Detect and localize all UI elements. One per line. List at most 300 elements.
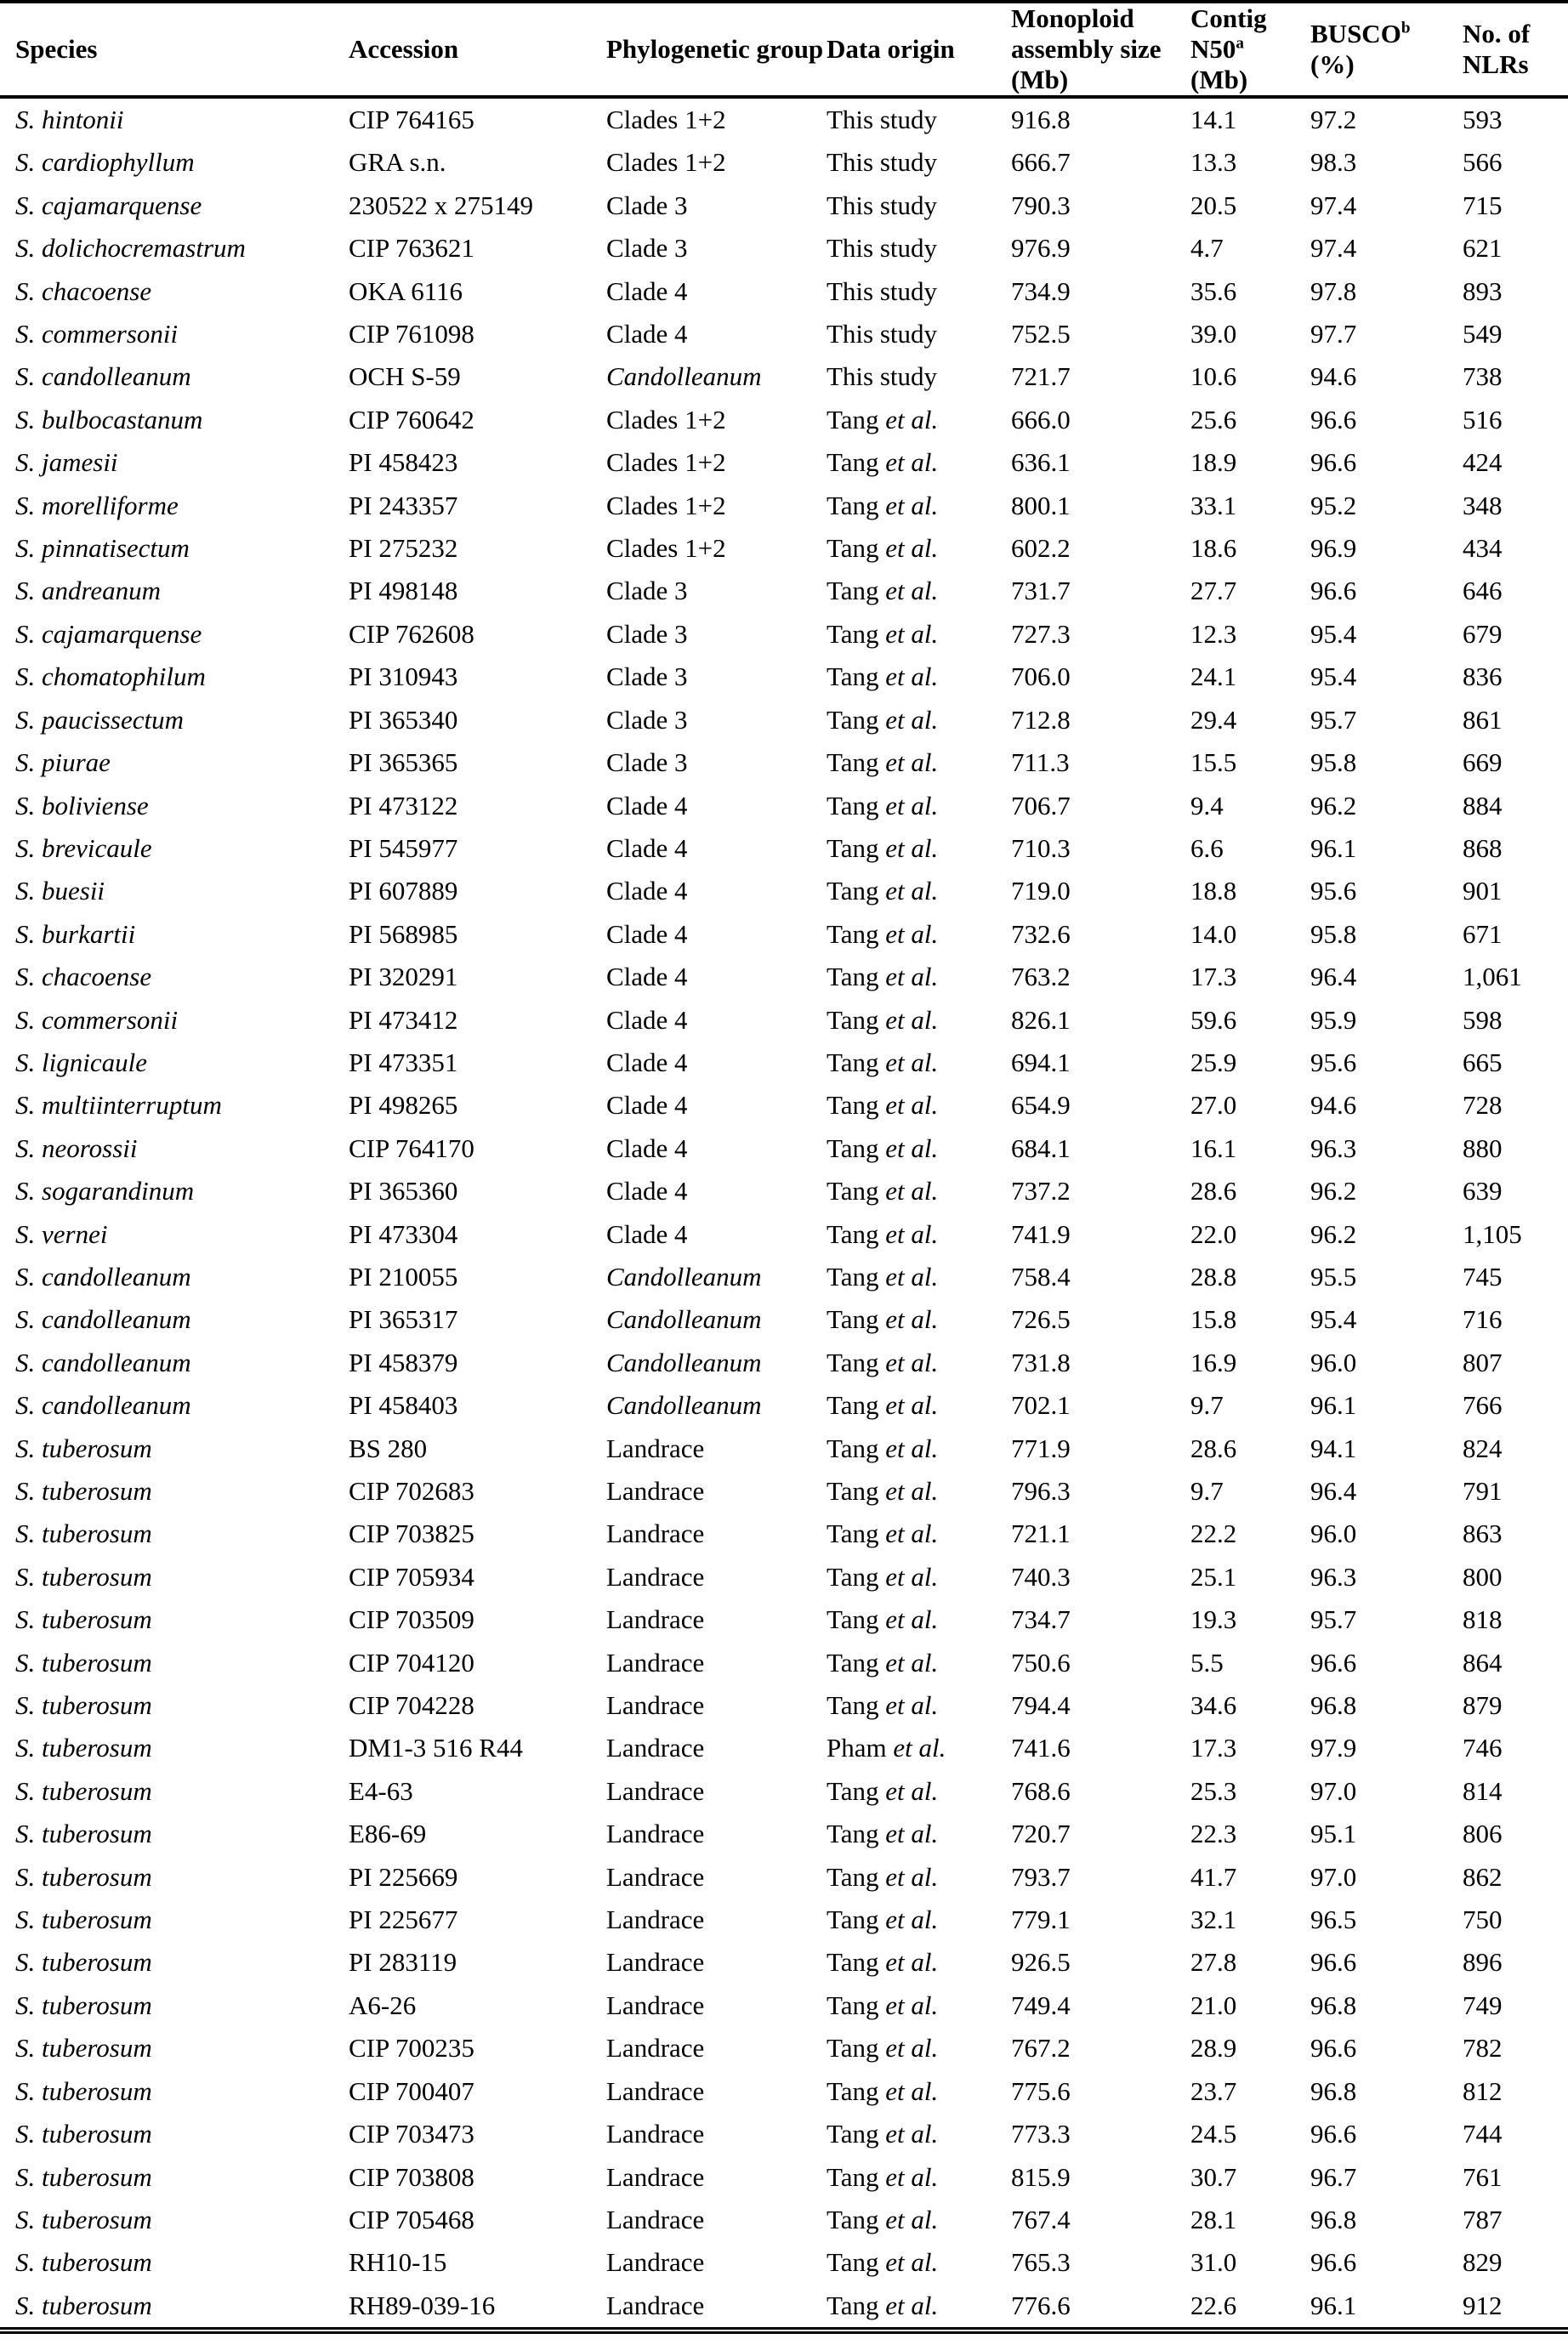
- origin-et-al: et al.: [885, 1947, 939, 1978]
- busco-cell: 96.6: [1310, 1647, 1357, 1678]
- origin-et-al: et al.: [885, 790, 939, 820]
- origin-text: Tang: [827, 1561, 886, 1592]
- table-row: [0, 999, 1568, 1042]
- species-cell: S. buesii: [15, 876, 105, 906]
- nlr-count-cell: 715: [1463, 190, 1503, 220]
- nlr-count-cell: 861: [1463, 704, 1503, 735]
- phylogenetic-group-cell: Clades 1+2: [606, 404, 726, 434]
- contig-n50-cell: 16.1: [1190, 1133, 1237, 1163]
- accession-cell: PI 243357: [349, 490, 458, 520]
- column-header-no-of-nlrs: No. of NLRs: [1463, 2, 1568, 97]
- species-cell: S. paucissectum: [15, 704, 185, 735]
- origin-text: Tang: [827, 2119, 886, 2149]
- busco-cell: 97.2: [1310, 105, 1357, 134]
- table-row: [0, 527, 1568, 570]
- busco-cell: 96.8: [1310, 2075, 1357, 2106]
- assembly-size-cell: 765.3: [1011, 2247, 1071, 2278]
- phylogenetic-group-cell: Clade 4: [606, 319, 688, 349]
- phylogenetic-group-cell: Landrace: [606, 1476, 705, 1506]
- busco-cell: 95.6: [1310, 1047, 1357, 1077]
- table-row: [0, 441, 1568, 484]
- origin-et-al: et al.: [885, 1861, 939, 1892]
- nlr-count-cell: 782: [1463, 2033, 1503, 2064]
- nlr-count-cell: 912: [1463, 2290, 1503, 2320]
- origin-text: Tang: [827, 747, 886, 778]
- busco-cell: 94.6: [1310, 1090, 1357, 1121]
- origin-text: Tang: [827, 1476, 886, 1506]
- accession-cell: PI 473304: [349, 1218, 458, 1249]
- busco-cell: 96.3: [1310, 1561, 1357, 1592]
- phylogenetic-group-cell: Landrace: [606, 1861, 705, 1892]
- data-origin-cell: [827, 2199, 1011, 2241]
- contig-n50-cell: 22.6: [1190, 2290, 1237, 2320]
- accession-cell: CIP 763621: [349, 233, 474, 264]
- species-cell: S. tuberosum: [15, 2247, 152, 2278]
- assembly-size-cell: 721.1: [1011, 1519, 1071, 1549]
- species-cell: S. candolleanum: [15, 1304, 191, 1335]
- origin-text: Tang: [827, 2204, 886, 2234]
- contig-n50-cell: 17.3: [1190, 1733, 1237, 1763]
- assembly-size-cell: 734.9: [1011, 275, 1071, 306]
- data-origin-cell: [827, 1298, 1011, 1341]
- assembly-size-cell: 790.3: [1011, 190, 1071, 220]
- contig-n50-cell: 24.1: [1190, 661, 1237, 692]
- table-row: [0, 270, 1568, 313]
- accession-cell: PI 473351: [349, 1047, 458, 1077]
- contig-n50-cell: 28.6: [1190, 1433, 1237, 1463]
- table-row: [0, 741, 1568, 784]
- phylogenetic-group-cell: Clade 4: [606, 1133, 688, 1163]
- data-origin-cell: [827, 1127, 1011, 1170]
- origin-et-al: et al.: [885, 1347, 939, 1377]
- contig-n50-cell: 15.8: [1190, 1304, 1237, 1335]
- table-row: [0, 1941, 1568, 1984]
- contig-n50-cell: 31.0: [1190, 2247, 1237, 2278]
- nlr-count-cell: 679: [1463, 618, 1503, 649]
- data-origin-cell: [827, 399, 1011, 441]
- footnote-marker-b: b: [1400, 19, 1411, 37]
- data-origin-cell: [827, 656, 1011, 698]
- phylogenetic-group-cell: Landrace: [606, 1947, 705, 1978]
- assembly-size-cell: 734.7: [1011, 1604, 1071, 1635]
- assembly-size-cell: 800.1: [1011, 490, 1071, 520]
- accession-cell: CIP 703473: [349, 2119, 474, 2149]
- contig-n50-cell: 27.8: [1190, 1947, 1237, 1978]
- phylogenetic-group-cell: Candolleanum: [606, 1347, 762, 1377]
- species-cell: S. candolleanum: [15, 1390, 191, 1421]
- column-header-species: Species: [0, 2, 349, 97]
- species-cell: S. cardiophyllum: [15, 147, 195, 178]
- origin-text: Tang: [827, 1861, 886, 1892]
- data-origin-cell: [827, 485, 1011, 527]
- busco-cell: 96.6: [1310, 447, 1357, 478]
- origin-et-al: et al.: [885, 447, 939, 478]
- nlr-count-cell: 862: [1463, 1861, 1503, 1892]
- table-header: [0, 2, 1568, 97]
- nlr-count-cell: 791: [1463, 1476, 1503, 1506]
- origin-text: Tang: [827, 1690, 886, 1721]
- nlr-count-cell: 800: [1463, 1561, 1503, 1592]
- nlr-count-cell: 824: [1463, 1433, 1503, 1463]
- phylogenetic-group-cell: Clades 1+2: [606, 490, 726, 520]
- busco-cell: 96.2: [1310, 1176, 1357, 1206]
- busco-cell: 96.2: [1310, 1218, 1357, 1249]
- assembly-size-cell: 731.7: [1011, 576, 1071, 606]
- origin-et-al: et al.: [885, 832, 939, 863]
- data-origin-cell: [827, 1899, 1011, 1941]
- contig-n50-cell: 27.0: [1190, 1090, 1237, 1121]
- phylogenetic-group-cell: Landrace: [606, 1647, 705, 1678]
- species-cell: S. sogarandinum: [15, 1176, 195, 1206]
- data-origin-cell: [827, 1213, 1011, 1256]
- contig-n50-cell: 22.2: [1190, 1519, 1237, 1549]
- origin-text: Tang: [827, 704, 886, 735]
- species-cell: S. jamesii: [15, 447, 118, 478]
- busco-cell: 96.1: [1310, 832, 1357, 863]
- phylogenetic-group-cell: Landrace: [606, 2119, 705, 2149]
- data-origin-cell: [827, 870, 1011, 912]
- column-header-busco: [1310, 2, 1463, 97]
- busco-cell: 96.6: [1310, 1947, 1357, 1978]
- data-origin-cell: [827, 827, 1011, 870]
- assembly-size-cell: 727.3: [1011, 618, 1071, 649]
- origin-et-al: et al.: [885, 1261, 939, 1292]
- origin-text: Tang: [827, 404, 886, 434]
- data-origin-cell: [827, 1384, 1011, 1427]
- origin-text: Tang: [827, 2161, 886, 2192]
- busco-cell: 95.9: [1310, 1004, 1357, 1035]
- phylogenetic-group-cell: Clade 4: [606, 918, 688, 949]
- nlr-count-cell: 901: [1463, 876, 1503, 906]
- busco-cell: 94.1: [1310, 1433, 1357, 1463]
- assembly-size-cell: 706.7: [1011, 790, 1071, 820]
- phylogenetic-group-cell: Clade 3: [606, 704, 688, 735]
- nlr-count-cell: 746: [1463, 1733, 1503, 1763]
- table-row: [0, 956, 1568, 998]
- origin-text: Tang: [827, 576, 886, 606]
- contig-n50-cell: 15.5: [1190, 747, 1237, 778]
- table-row: [0, 1170, 1568, 1212]
- assembly-size-cell: 694.1: [1011, 1047, 1071, 1077]
- contig-n50-cell: 24.5: [1190, 2119, 1237, 2149]
- data-origin-cell: [827, 1342, 1011, 1384]
- assembly-size-cell: 767.4: [1011, 2204, 1071, 2234]
- species-cell: S. tuberosum: [15, 1647, 152, 1678]
- nlr-count-cell: 716: [1463, 1304, 1503, 1335]
- assembly-size-cell: 741.6: [1011, 1733, 1071, 1763]
- contig-n50-cell: 28.6: [1190, 1176, 1237, 1206]
- data-origin-cell: [827, 1856, 1011, 1899]
- data-origin-cell: [827, 1084, 1011, 1127]
- origin-et-al: et al.: [885, 1433, 939, 1463]
- origin-et-al: et al.: [885, 2204, 939, 2234]
- accession-cell: CIP 703509: [349, 1604, 474, 1635]
- contig-n50-cell: 28.1: [1190, 2204, 1237, 2234]
- nlr-count-cell: 896: [1463, 1947, 1503, 1978]
- origin-text: Tang: [827, 2075, 886, 2106]
- contig-n50-cell: 18.9: [1190, 447, 1237, 478]
- table-row: [0, 185, 1568, 227]
- species-cell: S. multiinterruptum: [15, 1090, 222, 1121]
- accession-cell: BS 280: [349, 1433, 428, 1463]
- assembly-size-cell: 775.6: [1011, 2075, 1071, 2106]
- nlr-count-cell: 424: [1463, 447, 1503, 478]
- accession-cell: CIP 700407: [349, 2075, 474, 2106]
- busco-cell: 96.6: [1310, 576, 1357, 606]
- assembly-size-cell: 737.2: [1011, 1176, 1071, 1206]
- origin-et-al: et al.: [885, 661, 939, 692]
- data-origin-cell: [827, 785, 1011, 827]
- accession-cell: PI 275232: [349, 533, 458, 564]
- accession-cell: PI 225677: [349, 1905, 458, 1935]
- phylogenetic-group-cell: Clade 4: [606, 1047, 688, 1077]
- busco-cell: 97.9: [1310, 1733, 1357, 1763]
- phylogenetic-group-cell: Landrace: [606, 2161, 705, 2192]
- species-cell: S. tuberosum: [15, 1775, 152, 1806]
- busco-cell: 96.5: [1310, 1905, 1357, 1935]
- phylogenetic-group-cell: Landrace: [606, 1690, 705, 1721]
- accession-cell: RH10-15: [349, 2247, 447, 2278]
- assembly-size-cell: 826.1: [1011, 1004, 1071, 1035]
- species-cell: S. tuberosum: [15, 1947, 152, 1978]
- nlr-count-cell: 807: [1463, 1347, 1503, 1377]
- busco-cell: 96.1: [1310, 1390, 1357, 1421]
- data-origin-cell: [827, 1256, 1011, 1298]
- assembly-size-cell: 796.3: [1011, 1476, 1071, 1506]
- origin-et-al: et al.: [885, 1690, 939, 1721]
- accession-cell: PI 225669: [349, 1861, 458, 1892]
- data-origin-cell: [827, 2156, 1011, 2199]
- nlr-count-cell: 864: [1463, 1647, 1503, 1678]
- accession-cell: CIP 702683: [349, 1476, 474, 1506]
- accession-cell: CIP 700235: [349, 2033, 474, 2064]
- species-cell: S. tuberosum: [15, 1433, 152, 1463]
- assembly-size-cell: 776.6: [1011, 2290, 1071, 2320]
- phylogenetic-group-cell: Clade 3: [606, 190, 688, 220]
- contig-n50-cell: 21.0: [1190, 1990, 1237, 2020]
- origin-et-al: et al.: [885, 1905, 939, 1935]
- busco-cell: 95.6: [1310, 876, 1357, 906]
- busco-cell: 95.4: [1310, 661, 1357, 692]
- origin-text: Tang: [827, 1990, 886, 2020]
- table-row: [0, 2285, 1568, 2330]
- contig-n50-cell: 41.7: [1190, 1861, 1237, 1892]
- table-row: [0, 1727, 1568, 1769]
- contig-n50-cell: 30.7: [1190, 2161, 1237, 2192]
- phylogenetic-group-cell: Clade 4: [606, 832, 688, 863]
- table-row: [0, 1213, 1568, 1256]
- table-body: [0, 97, 1568, 2330]
- data-origin-cell: [827, 570, 1011, 612]
- accession-cell: PI 458423: [349, 447, 458, 478]
- species-cell: S. chomatophilum: [15, 661, 206, 692]
- contig-n50-cell: 25.3: [1190, 1775, 1237, 1806]
- accession-cell: PI 498265: [349, 1090, 458, 1121]
- accession-cell: PI 545977: [349, 832, 458, 863]
- accession-cell: PI 458403: [349, 1390, 458, 1421]
- accession-cell: CIP 762608: [349, 618, 474, 649]
- table-row: [0, 1256, 1568, 1298]
- origin-text: Tang: [827, 1047, 886, 1077]
- origin-et-al: et al.: [885, 2161, 939, 2192]
- origin-text: Tang: [827, 1304, 886, 1335]
- origin-text: Tang: [827, 1947, 886, 1978]
- accession-cell: PI 365360: [349, 1176, 458, 1206]
- table-row: [0, 1513, 1568, 1555]
- phylogenetic-group-cell: Clade 4: [606, 1090, 688, 1121]
- origin-et-al: et al.: [885, 876, 939, 906]
- phylogenetic-group-cell: Clade 4: [606, 962, 688, 992]
- column-header-accession: Accession: [349, 2, 606, 97]
- contig-n50-cell: 29.4: [1190, 704, 1237, 735]
- table-row: [0, 313, 1568, 355]
- origin-text: Tang: [827, 962, 886, 992]
- phylogenetic-group-cell: Landrace: [606, 1604, 705, 1635]
- table-row: [0, 785, 1568, 827]
- origin-et-al: et al.: [885, 1604, 939, 1635]
- table-row: [0, 656, 1568, 698]
- table-row: [0, 2241, 1568, 2284]
- assembly-size-cell: 926.5: [1011, 1947, 1071, 1978]
- nlr-count-cell: 750: [1463, 1905, 1503, 1935]
- assembly-size-cell: 750.6: [1011, 1647, 1071, 1678]
- species-cell: S. tuberosum: [15, 2075, 152, 2106]
- busco-cell: 96.0: [1310, 1519, 1357, 1549]
- busco-cell: 97.0: [1310, 1861, 1357, 1892]
- nlr-count-cell: 671: [1463, 918, 1503, 949]
- column-header-data-origin: Data origin: [827, 2, 1011, 97]
- nlr-count-cell: 766: [1463, 1390, 1503, 1421]
- data-origin-cell: [827, 2070, 1011, 2113]
- species-cell: S. andreanum: [15, 576, 162, 606]
- busco-cell: 95.1: [1310, 1819, 1357, 1849]
- assembly-size-cell: 749.4: [1011, 1990, 1071, 2020]
- table-row: [0, 399, 1568, 441]
- busco-cell: 96.6: [1310, 2033, 1357, 2064]
- phylogenetic-group-cell: Landrace: [606, 1990, 705, 2020]
- busco-cell: 96.9: [1310, 533, 1357, 564]
- nlr-count-cell: 818: [1463, 1604, 1503, 1635]
- contig-n50-cell: 9.4: [1190, 790, 1224, 820]
- species-cell: S. tuberosum: [15, 2290, 152, 2320]
- phylogenetic-group-cell: Clade 3: [606, 747, 688, 778]
- data-origin-cell: [827, 1941, 1011, 1984]
- contig-n50-cell: 19.3: [1190, 1604, 1237, 1635]
- phylogenetic-group-cell: Clades 1+2: [606, 147, 726, 178]
- busco-cell: 97.8: [1310, 275, 1357, 306]
- assembly-size-cell: 712.8: [1011, 704, 1071, 735]
- table-row: [0, 613, 1568, 656]
- origin-text: This study: [827, 361, 938, 392]
- table-row: [0, 1813, 1568, 1855]
- accession-cell: PI 498148: [349, 576, 458, 606]
- accession-cell: PI 607889: [349, 876, 458, 906]
- origin-text: Tang: [827, 1390, 886, 1421]
- phylogenetic-group-cell: Clade 3: [606, 233, 688, 264]
- contig-n50-label: Contig N50: [1190, 3, 1267, 64]
- phylogenetic-group-cell: Clade 4: [606, 876, 688, 906]
- table-row: [0, 1084, 1568, 1127]
- busco-cell: 95.2: [1310, 490, 1357, 520]
- assembly-size-cell: 794.4: [1011, 1690, 1071, 1721]
- contig-n50-cell: 32.1: [1190, 1905, 1237, 1935]
- origin-text: Tang: [827, 1775, 886, 1806]
- phylogenetic-group-cell: Candolleanum: [606, 361, 762, 392]
- phylogenetic-group-cell: Landrace: [606, 1519, 705, 1549]
- species-cell: S. tuberosum: [15, 1519, 152, 1549]
- table-row: [0, 2199, 1568, 2241]
- nlr-count-cell: 639: [1463, 1176, 1503, 1206]
- accession-cell: PI 365317: [349, 1304, 458, 1335]
- species-cell: S. commersonii: [15, 1004, 179, 1035]
- table-row: [0, 355, 1568, 398]
- contig-n50-cell: 4.7: [1190, 233, 1224, 264]
- contig-n50-cell: 25.6: [1190, 404, 1237, 434]
- origin-et-al: et al.: [885, 576, 939, 606]
- species-cell: S. vernei: [15, 1218, 108, 1249]
- origin-et-al: et al.: [885, 1090, 939, 1121]
- busco-cell: 97.0: [1310, 1775, 1357, 1806]
- assembly-size-cell: 666.0: [1011, 404, 1071, 434]
- phylogenetic-group-cell: Landrace: [606, 2204, 705, 2234]
- nlr-count-cell: 598: [1463, 1004, 1503, 1035]
- origin-et-al: et al.: [885, 1561, 939, 1592]
- assembly-size-cell: 719.0: [1011, 876, 1071, 906]
- phylogenetic-group-cell: Clade 3: [606, 576, 688, 606]
- accession-cell: 230522 x 275149: [349, 190, 533, 220]
- data-origin-cell: [827, 699, 1011, 741]
- origin-et-al: et al.: [885, 747, 939, 778]
- data-origin-cell: [827, 1470, 1011, 1513]
- nlr-count-cell: 836: [1463, 661, 1503, 692]
- assembly-size-cell: 732.6: [1011, 918, 1071, 949]
- assembly-size-cell: 758.4: [1011, 1261, 1071, 1292]
- origin-text: Tang: [827, 1176, 886, 1206]
- species-cell: S. tuberosum: [15, 1604, 152, 1635]
- origin-et-al: et al.: [885, 962, 939, 992]
- accession-cell: OCH S-59: [349, 361, 461, 392]
- data-origin-cell: [827, 1428, 1011, 1470]
- accession-cell: DM1-3 516 R44: [349, 1733, 523, 1763]
- species-cell: S. tuberosum: [15, 1476, 152, 1506]
- busco-cell: 97.4: [1310, 190, 1357, 220]
- table-row: [0, 1856, 1568, 1899]
- origin-text: Tang: [827, 832, 886, 863]
- footnote-marker-a: a: [1236, 34, 1244, 53]
- busco-cell: 95.4: [1310, 618, 1357, 649]
- origin-et-al: et al.: [885, 1218, 939, 1249]
- origin-et-al: et al.: [885, 1390, 939, 1421]
- species-cell: S. dolichocremastrum: [15, 233, 246, 264]
- table-row: [0, 1384, 1568, 1427]
- species-cell: S. tuberosum: [15, 1990, 152, 2020]
- accession-cell: CIP 703825: [349, 1519, 474, 1549]
- origin-text: This study: [827, 190, 938, 220]
- nlr-count-cell: 348: [1463, 490, 1503, 520]
- species-cell: S. piurae: [15, 747, 111, 778]
- accession-cell: PI 473122: [349, 790, 458, 820]
- origin-text: Tang: [827, 1090, 886, 1121]
- accession-cell: E4-63: [349, 1775, 413, 1806]
- data-origin-cell: [827, 956, 1011, 998]
- contig-n50-cell: 25.1: [1190, 1561, 1237, 1592]
- species-cell: S. brevicaule: [15, 832, 152, 863]
- data-origin-cell: [827, 1813, 1011, 1855]
- busco-cell: 96.8: [1310, 2204, 1357, 2234]
- phylogenetic-group-cell: Candolleanum: [606, 1261, 762, 1292]
- nlr-count-cell: 806: [1463, 1819, 1503, 1849]
- contig-n50-cell: 17.3: [1190, 962, 1237, 992]
